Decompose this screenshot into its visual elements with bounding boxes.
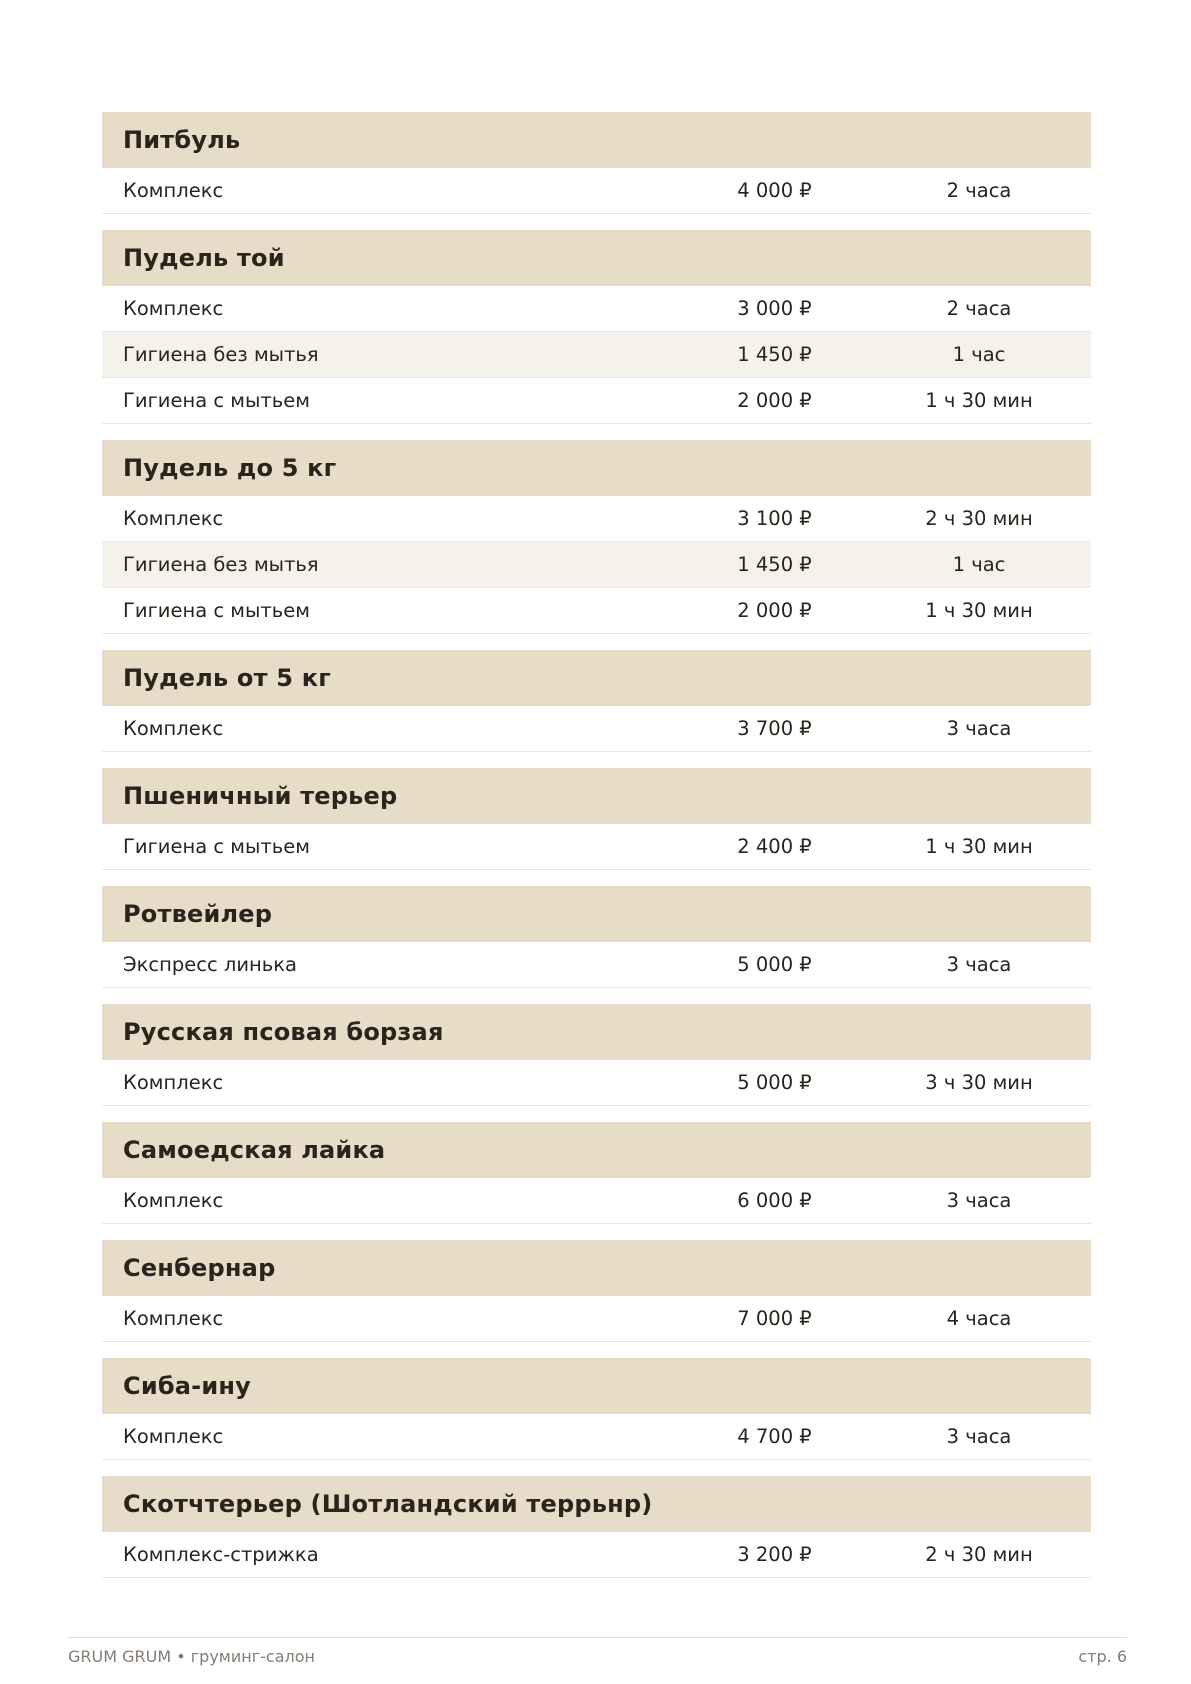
breed-section	[102, 650, 1091, 752]
service-duration: 1 час	[952, 553, 1006, 576]
service-price: 3 200 ₽	[737, 1543, 812, 1566]
service-row	[102, 706, 1091, 752]
breed-title: Пудель до 5 кг	[102, 440, 1091, 496]
breed-section	[102, 230, 1091, 424]
service-duration: 3 часа	[946, 1189, 1012, 1212]
service-price: 7 000 ₽	[737, 1307, 812, 1330]
service-row	[102, 1532, 1091, 1578]
service-row	[102, 542, 1091, 588]
service-name: Комплекс	[123, 1071, 224, 1094]
service-row	[102, 286, 1091, 332]
footer-page-number: стр. 6	[1078, 1647, 1127, 1666]
service-row	[102, 1414, 1091, 1460]
service-name: Гигиена с мытьем	[123, 389, 310, 412]
service-price: 4 000 ₽	[737, 179, 812, 202]
service-row	[102, 168, 1091, 214]
breed-title: Питбуль	[102, 112, 1091, 168]
service-row	[102, 942, 1091, 988]
breed-title: Сиба-ину	[102, 1358, 1091, 1414]
service-row	[102, 332, 1091, 378]
breed-section	[102, 440, 1091, 634]
service-name: Комплекс	[123, 1425, 224, 1448]
service-duration: 1 час	[952, 343, 1006, 366]
service-price: 5 000 ₽	[737, 1071, 812, 1094]
service-price: 1 450 ₽	[737, 343, 812, 366]
price-list	[102, 112, 1091, 1594]
service-name: Комплекс	[123, 1307, 224, 1330]
breed-section	[102, 1004, 1091, 1106]
breed-title: Пудель от 5 кг	[102, 650, 1091, 706]
breed-title: Пудель той	[102, 230, 1091, 286]
service-row	[102, 1178, 1091, 1224]
breed-title: Скотчтерьер (Шотландский террьнр)	[102, 1476, 1091, 1532]
service-name: Комплекс	[123, 717, 224, 740]
service-price: 1 450 ₽	[737, 553, 812, 576]
service-row	[102, 824, 1091, 870]
service-duration: 3 часа	[946, 953, 1012, 976]
breed-title: Русская псовая борзая	[102, 1004, 1091, 1060]
breed-title: Ротвейлер	[102, 886, 1091, 942]
service-duration: 3 ч 30 мин	[925, 1071, 1033, 1094]
service-duration: 1 ч 30 мин	[925, 835, 1033, 858]
breed-section	[102, 768, 1091, 870]
service-duration: 3 часа	[946, 717, 1012, 740]
service-row	[102, 378, 1091, 424]
service-name: Экспресс линька	[123, 953, 297, 976]
breed-title: Самоедская лайка	[102, 1122, 1091, 1178]
breed-title: Сенбернар	[102, 1240, 1091, 1296]
service-price: 5 000 ₽	[737, 953, 812, 976]
service-name: Комплекс	[123, 1189, 224, 1212]
service-price: 4 700 ₽	[737, 1425, 812, 1448]
service-duration: 2 часа	[946, 179, 1012, 202]
breed-section	[102, 112, 1091, 214]
service-row	[102, 1060, 1091, 1106]
service-duration: 2 ч 30 мин	[925, 1543, 1033, 1566]
service-duration: 1 ч 30 мин	[925, 389, 1033, 412]
service-name: Комплекс	[123, 297, 224, 320]
service-name: Гигиена с мытьем	[123, 835, 310, 858]
service-name: Гигиена без мытья	[123, 553, 319, 576]
service-name: Гигиена без мытья	[123, 343, 319, 366]
service-duration: 3 часа	[946, 1425, 1012, 1448]
service-row	[102, 588, 1091, 634]
breed-section	[102, 1358, 1091, 1460]
breed-title: Пшеничный терьер	[102, 768, 1091, 824]
service-price: 3 000 ₽	[737, 297, 812, 320]
service-duration: 4 часа	[946, 1307, 1012, 1330]
service-row	[102, 1296, 1091, 1342]
service-price: 3 700 ₽	[737, 717, 812, 740]
breed-section	[102, 1122, 1091, 1224]
service-price: 2 000 ₽	[737, 389, 812, 412]
service-name: Комплекс	[123, 507, 224, 530]
service-name: Комплекс	[123, 179, 224, 202]
service-duration: 2 часа	[946, 297, 1012, 320]
service-name: Комплекс-стрижка	[123, 1543, 319, 1566]
service-duration: 2 ч 30 мин	[925, 507, 1033, 530]
service-price: 2 400 ₽	[737, 835, 812, 858]
service-price: 3 100 ₽	[737, 507, 812, 530]
service-name: Гигиена с мытьем	[123, 599, 310, 622]
footer-salon-name: GRUM GRUM • груминг-салон	[68, 1647, 315, 1666]
page-footer	[68, 1637, 1127, 1666]
breed-section	[102, 1240, 1091, 1342]
service-price: 6 000 ₽	[737, 1189, 812, 1212]
breed-section	[102, 886, 1091, 988]
service-row	[102, 496, 1091, 542]
breed-section	[102, 1476, 1091, 1578]
service-duration: 1 ч 30 мин	[925, 599, 1033, 622]
service-price: 2 000 ₽	[737, 599, 812, 622]
